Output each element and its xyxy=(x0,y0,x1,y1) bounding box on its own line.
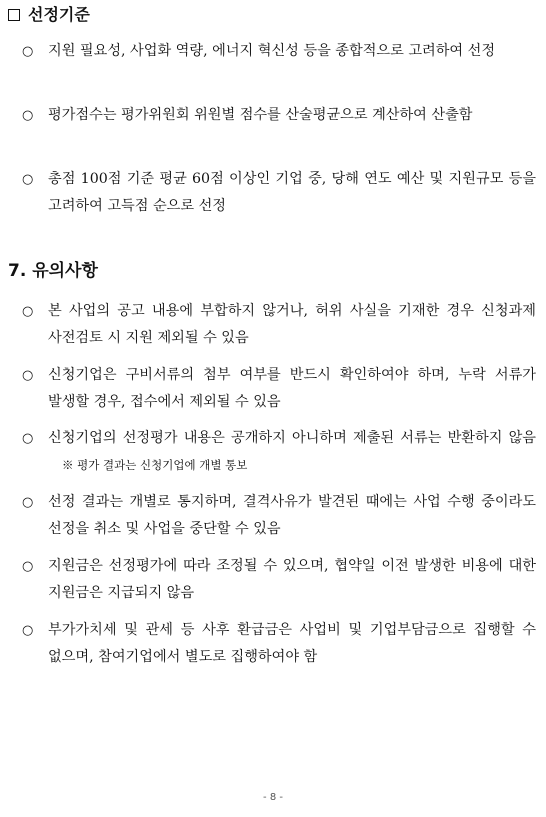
circle-bullet-icon: ○ xyxy=(22,304,34,319)
checkbox-icon xyxy=(8,9,20,21)
circle-bullet-icon: ○ xyxy=(22,368,34,383)
selection-criteria-title: 선정기준 xyxy=(28,5,90,24)
list-item xyxy=(22,553,536,607)
list-item xyxy=(22,102,536,129)
list-item-text: 총점 100점 기준 평균 60점 이상인 기업 중, 당해 연도 예산 및 지원규모 등을 고려하여 고득점 순으로 선정 xyxy=(48,171,536,214)
list-item xyxy=(22,425,536,479)
list-item xyxy=(22,489,536,543)
list-item xyxy=(22,38,536,65)
page-number: - 8 - xyxy=(263,792,283,803)
list-item-text: 부가가치세 및 관세 등 사후 환급금은 사업비 및 기업부담금으로 집행할 수 없으며, 참여기업에서 별도로 집행하여야 함 xyxy=(48,622,536,665)
list-item-text xyxy=(48,425,536,479)
list-item-main-text: 신청기업의 선정평가 내용은 공개하지 아니하며 제출된 서류는 반환하지 않음 xyxy=(48,430,536,446)
notes-section-heading: 7. 유의사항 xyxy=(8,261,98,281)
list-item xyxy=(22,617,536,671)
list-item-text: 지원금은 선정평가에 따라 조정될 수 있으며, 협약일 이전 발생한 비용에 대한 지원금은 지급되지 않음 xyxy=(48,558,536,601)
list-item-text: 본 사업의 공고 내용에 부합하지 않거나, 허위 사실을 기재한 경우 신청과제 사전검토 시 지원 제외될 수 있음 xyxy=(48,303,536,346)
evaluation-notice-note: ※ 평가 결과는 신청기업에 개별 통보 xyxy=(62,458,248,472)
list-item-text: 평가점수는 평가위원회 위원별 점수를 산술평균으로 계산하여 산출함 xyxy=(48,107,473,123)
circle-bullet-icon: ○ xyxy=(22,44,34,59)
list-item-text: 신청기업은 구비서류의 첨부 여부를 반드시 확인하여야 하며, 누락 서류가 발생할 경우, 접수에서 제외될 수 있음 xyxy=(48,367,536,410)
list-item xyxy=(22,298,536,352)
selection-criteria-heading xyxy=(8,2,90,28)
circle-bullet-icon: ○ xyxy=(22,623,34,638)
list-item-text: 선정 결과는 개별로 통지하며, 결격사유가 발견된 때에는 사업 수행 중이라도 선정을 취소 및 사업을 중단할 수 있음 xyxy=(48,494,536,537)
circle-bullet-icon: ○ xyxy=(22,559,34,574)
circle-bullet-icon: ○ xyxy=(22,431,34,446)
circle-bullet-icon: ○ xyxy=(22,495,34,510)
circle-bullet-icon: ○ xyxy=(22,172,34,187)
list-item xyxy=(22,362,536,416)
list-item-text: 지원 필요성, 사업화 역량, 에너지 혁신성 등을 종합적으로 고려하여 선정 xyxy=(48,43,496,59)
list-item xyxy=(22,166,536,220)
circle-bullet-icon: ○ xyxy=(22,108,34,123)
